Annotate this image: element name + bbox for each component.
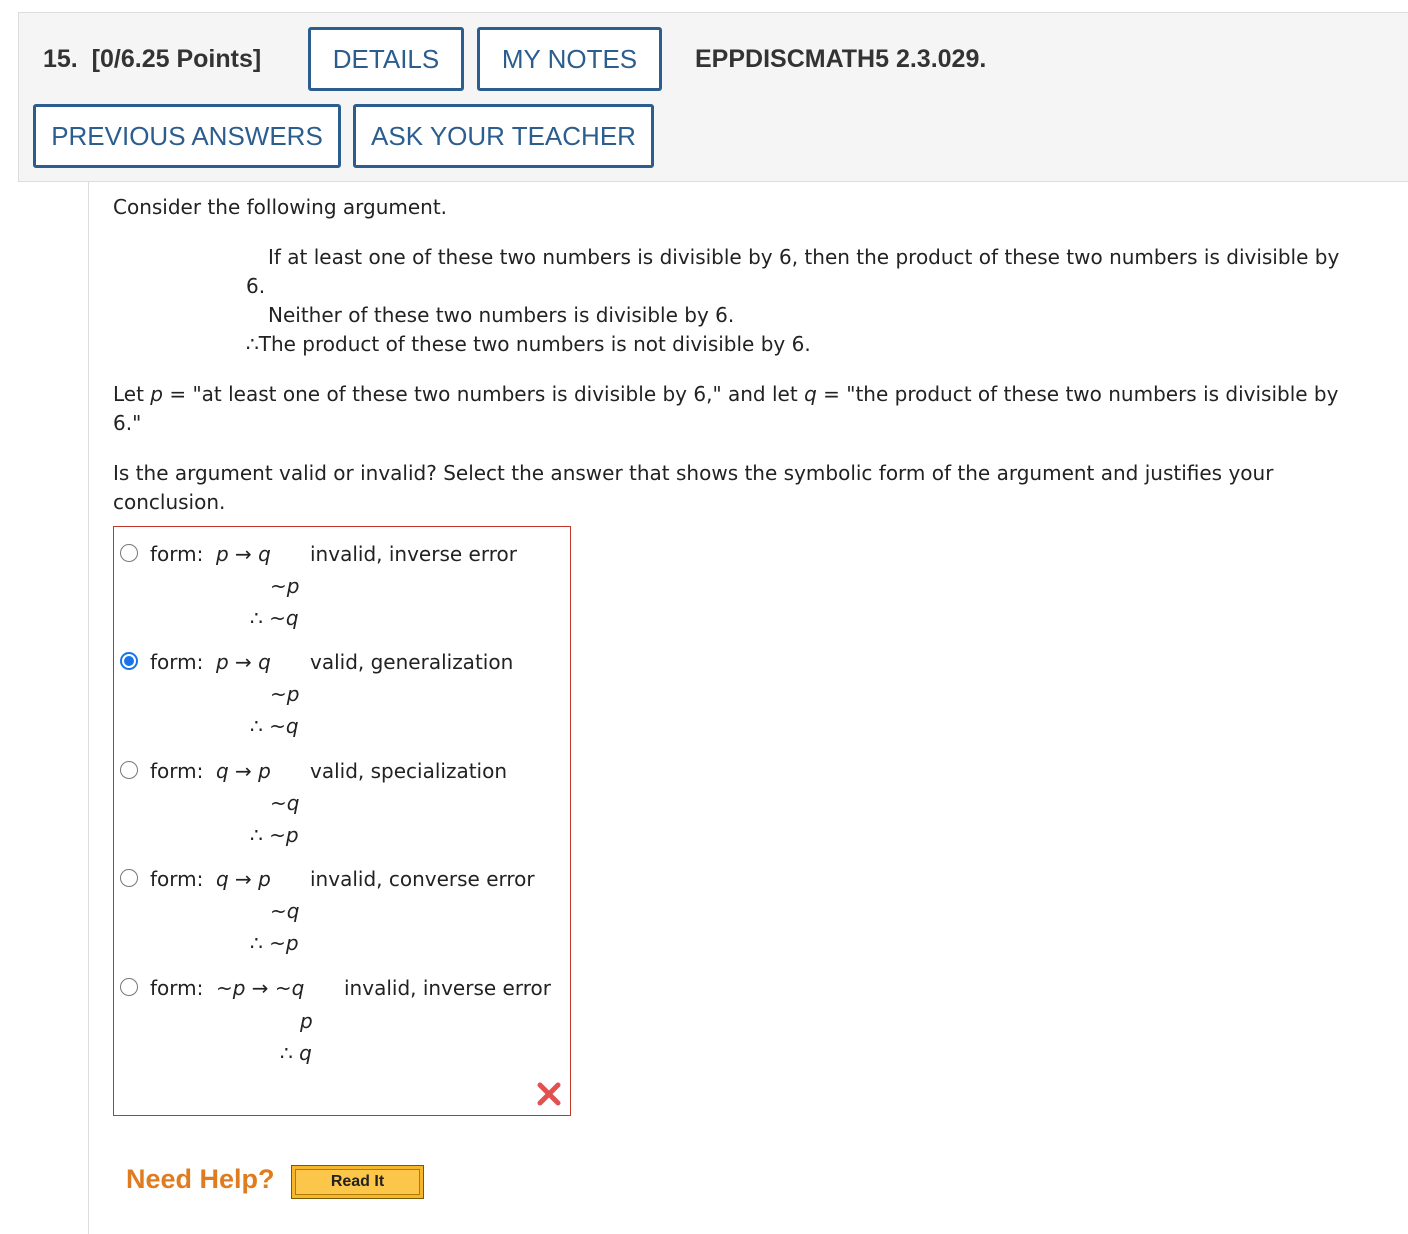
option-3-form-label: form: [150, 759, 204, 783]
option-5-line-1: ~p → ~q [216, 976, 305, 1000]
option-3-verdict: valid, specialization [310, 759, 508, 783]
option-4-form-label: form: [150, 867, 204, 891]
need-help-label: Need Help? [126, 1164, 275, 1194]
my-notes-button[interactable]: MY NOTES [477, 27, 662, 91]
premise-1-line-2: 6. [246, 274, 266, 298]
option-4-line-2: ~q [270, 899, 300, 923]
option-1-line-1: p → q [216, 542, 271, 566]
prompt-line-2: conclusion. [113, 490, 226, 514]
question-header [18, 12, 1408, 182]
q-definition-line-2: 6." [113, 411, 142, 435]
previous-answers-button[interactable]: PREVIOUS ANSWERS [33, 104, 341, 168]
premise-1-line-1: If at least one of these two numbers is divisible by 6, then the product of these two numbers is divisible by [268, 245, 1340, 269]
question-points: [0/6.25 Points] [91, 45, 262, 73]
question-number-points [43, 45, 261, 74]
therefore-symbol: ∴ [246, 332, 259, 356]
option-2-line-3: ∴ ~q [250, 714, 299, 738]
option-1-verdict: invalid, inverse error [310, 542, 517, 566]
content-left-border [88, 182, 89, 1234]
read-it-label: Read It [295, 1169, 420, 1195]
details-button[interactable]: DETAILS [308, 27, 464, 91]
option-3-line-1: q → p [216, 759, 271, 783]
problem-code: EPPDISCMATH5 2.3.029. [695, 45, 987, 73]
conclusion-text: The product of these two numbers is not divisible by 6. [258, 332, 811, 356]
premise-2: Neither of these two numbers is divisible by 6. [268, 303, 735, 327]
p-variable: p [150, 382, 163, 406]
question-number: 15. [43, 45, 78, 73]
option-5-line-2: p [300, 1009, 313, 1033]
let-word: Let [113, 382, 144, 406]
option-1-line-2: ~p [270, 574, 300, 598]
option-4-radio[interactable] [120, 869, 138, 887]
option-3-line-2: ~q [270, 791, 300, 815]
p-definition: = "at least one of these two numbers is divisible by 6," and let [169, 382, 798, 406]
option-2-line-1: p → q [216, 650, 271, 674]
option-2-form-label: form: [150, 650, 204, 674]
option-5-verdict: invalid, inverse error [344, 976, 551, 1000]
option-2-radio[interactable] [120, 652, 138, 670]
q-definition: = "the product of these two numbers is divisible by [823, 382, 1339, 406]
argument-conclusion [246, 330, 811, 359]
option-4-line-3: ∴ ~p [250, 931, 299, 955]
option-1-line-3: ∴ ~q [250, 606, 299, 630]
option-4-line-1: q → p [216, 867, 271, 891]
answer-options [113, 526, 571, 1116]
option-5-radio[interactable] [120, 978, 138, 996]
read-it-button[interactable] [291, 1165, 424, 1199]
question-intro: Consider the following argument. [113, 195, 448, 219]
option-3-line-3: ∴ ~p [250, 823, 299, 847]
option-2-line-2: ~p [270, 682, 300, 706]
prompt-line-1: Is the argument valid or invalid? Select the answer that shows the symbolic form of the argument and justifies your [113, 461, 1274, 485]
option-5-form-label: form: [150, 976, 204, 1000]
option-1-form-label: form: [150, 542, 204, 566]
ask-your-teacher-button[interactable]: ASK YOUR TEACHER [353, 104, 654, 168]
option-1-radio[interactable] [120, 544, 138, 562]
option-5-line-3: ∴ q [280, 1041, 312, 1065]
incorrect-x-icon [536, 1081, 562, 1107]
option-3-radio[interactable] [120, 761, 138, 779]
option-2-verdict: valid, generalization [310, 650, 514, 674]
q-variable: q [804, 382, 817, 406]
option-4-verdict: invalid, converse error [310, 867, 535, 891]
variable-definitions [113, 380, 1338, 409]
